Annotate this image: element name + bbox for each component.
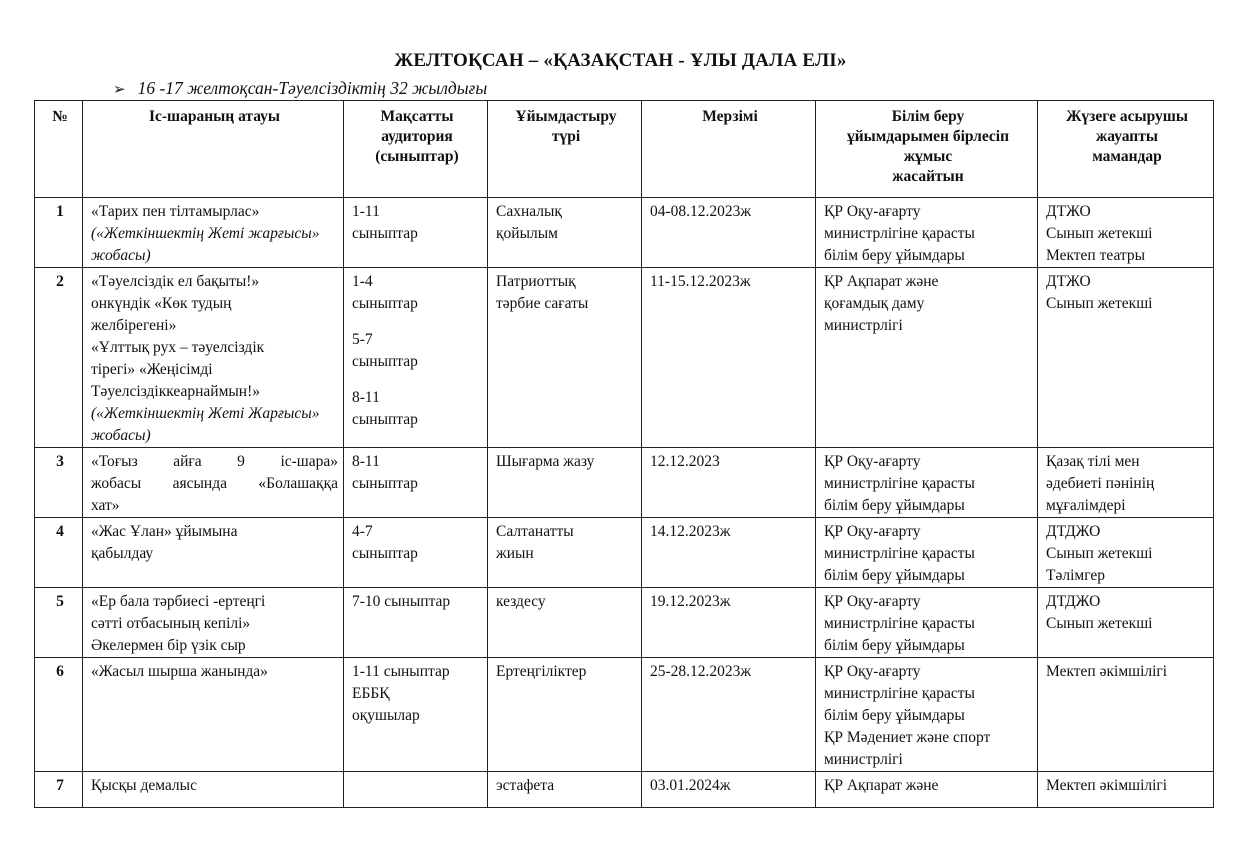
subtitle-text: 16 -17 желтоқсан-Тәуелсіздіктің 32 жылдығы [137,78,488,98]
responsible-cell: ДТДЖО Сынып жетекші Тәлімгер [1038,518,1214,588]
row-number: 4 [35,518,83,588]
date-cell: 03.01.2024ж [642,772,816,808]
event-name-cell [83,268,344,448]
audience-cell: 8-11 сыныптар [344,448,488,518]
partners-cell: ҚР Ақпарат және қоғамдық даму министрлігі [816,268,1038,448]
partners-cell: ҚР Оқу-ағарту министрлігіне қарасты білім беру ұйымдары [816,588,1038,658]
event-name: «Тәуелсіздік ел бақыты!» онкүндік «Көк тудың желбірегені» «Ұлттық рух – тәуелсіздік тірегі» «Жеңісімді Тәуелсіздіккеарнаймын!» [91,273,265,400]
event-name-cell: «Жас Ұлан» ұйымына қабылдау [83,518,344,588]
partners-cell: ҚР Оқу-ағарту министрлігіне қарасты білім беру ұйымдары [816,448,1038,518]
event-name-cell: Қысқы демалыс [83,772,344,808]
table-row [35,772,1214,808]
event-project: («Жеткіншектің Жеті Жарғысы» жобасы) [91,405,320,444]
subtitle [113,78,487,99]
partners-cell: ҚР Оқу-ағарту министрлігіне қарасты білім беру ұйымдары ҚР Мәдениет және спорт министрлігі [816,658,1038,772]
audience-cell: 1-11 сыныптар ЕББҚ оқушылар [344,658,488,772]
table-header-row [35,101,1214,198]
form-cell: Ертеңгіліктер [488,658,642,772]
event-name-cell: «Жасыл шырша жанында» [83,658,344,772]
event-project: («Жеткіншектің Жеті жарғысы» жобасы) [91,225,320,264]
date-cell: 14.12.2023ж [642,518,816,588]
header-audience: Мақсатты аудитория (сыныптар) [344,101,488,198]
form-cell: Патриоттық тәрбие сағаты [488,268,642,448]
table-row [35,658,1214,772]
table-row [35,448,1214,518]
event-name-line: «Тоғыз айға 9 іс-шара» [91,453,338,470]
form-cell: Сахналық қойылым [488,198,642,268]
table-row [35,518,1214,588]
responsible-cell: ДТЖО Сынып жетекші [1038,268,1214,448]
responsible-cell: ДТЖО Сынып жетекші Мектеп театры [1038,198,1214,268]
row-number: 6 [35,658,83,772]
audience-group: 5-7 сыныптар [352,331,418,370]
partners-cell: ҚР Оқу-ағарту министрлігіне қарасты білім беру ұйымдары [816,198,1038,268]
row-number: 7 [35,772,83,808]
responsible-cell: Мектеп әкімшілігі [1038,772,1214,808]
event-name-cell [83,448,344,518]
table-row [35,198,1214,268]
header-responsible: Жүзеге асырушы жауапты мамандар [1038,101,1214,198]
date-cell: 25-28.12.2023ж [642,658,816,772]
date-cell: 19.12.2023ж [642,588,816,658]
audience-cell [344,772,488,808]
form-cell: Салтанатты жиын [488,518,642,588]
header-event-name: Іс-шараның атауы [83,101,344,198]
date-cell: 04-08.12.2023ж [642,198,816,268]
row-number: 5 [35,588,83,658]
audience-group: 8-11 сыныптар [352,389,418,428]
arrow-bullet-icon: ➢ [113,82,126,98]
row-number: 1 [35,198,83,268]
responsible-cell: Мектеп әкімшілігі [1038,658,1214,772]
row-number: 2 [35,268,83,448]
date-cell: 11-15.12.2023ж [642,268,816,448]
header-form: Ұйымдастыру түрі [488,101,642,198]
event-name: «Тарих пен тілтамырлас» [91,203,260,220]
form-cell: кездесу [488,588,642,658]
row-number: 3 [35,448,83,518]
partners-cell: ҚР Ақпарат және [816,772,1038,808]
table-row [35,268,1214,448]
audience-cell: 7-10 сыныптар [344,588,488,658]
header-date: Мерзімі [642,101,816,198]
form-cell: эстафета [488,772,642,808]
event-name-cell [83,198,344,268]
partners-cell: ҚР Оқу-ағарту министрлігіне қарасты білім беру ұйымдары [816,518,1038,588]
table-row [35,588,1214,658]
event-name-cell: «Ер бала тәрбиесі -ертеңгі сәтті отбасының кепілі» Әкелермен бір үзік сыр [83,588,344,658]
responsible-cell: Қазақ тілі мен әдебиеті пәнінің мұғалімдері [1038,448,1214,518]
header-number: № [35,101,83,198]
audience-cell [344,268,488,448]
event-name-line: хат» [91,497,120,514]
form-cell: Шығарма жазу [488,448,642,518]
audience-group: 1-4 сыныптар [352,273,418,312]
header-partners: Білім беру ұйымдарымен бірлесіп жұмыс жасайтын [816,101,1038,198]
event-plan-table [34,100,1214,808]
event-name-line: жобасы аясында «Болашаққа [91,475,338,492]
audience-cell: 1-11 сыныптар [344,198,488,268]
responsible-cell: ДТДЖО Сынып жетекші [1038,588,1214,658]
date-cell: 12.12.2023 [642,448,816,518]
audience-cell: 4-7 сыныптар [344,518,488,588]
page-title: ЖЕЛТОҚСАН – «ҚАЗАҚСТАН - ҰЛЫ ДАЛА ЕЛІ» [394,50,847,71]
